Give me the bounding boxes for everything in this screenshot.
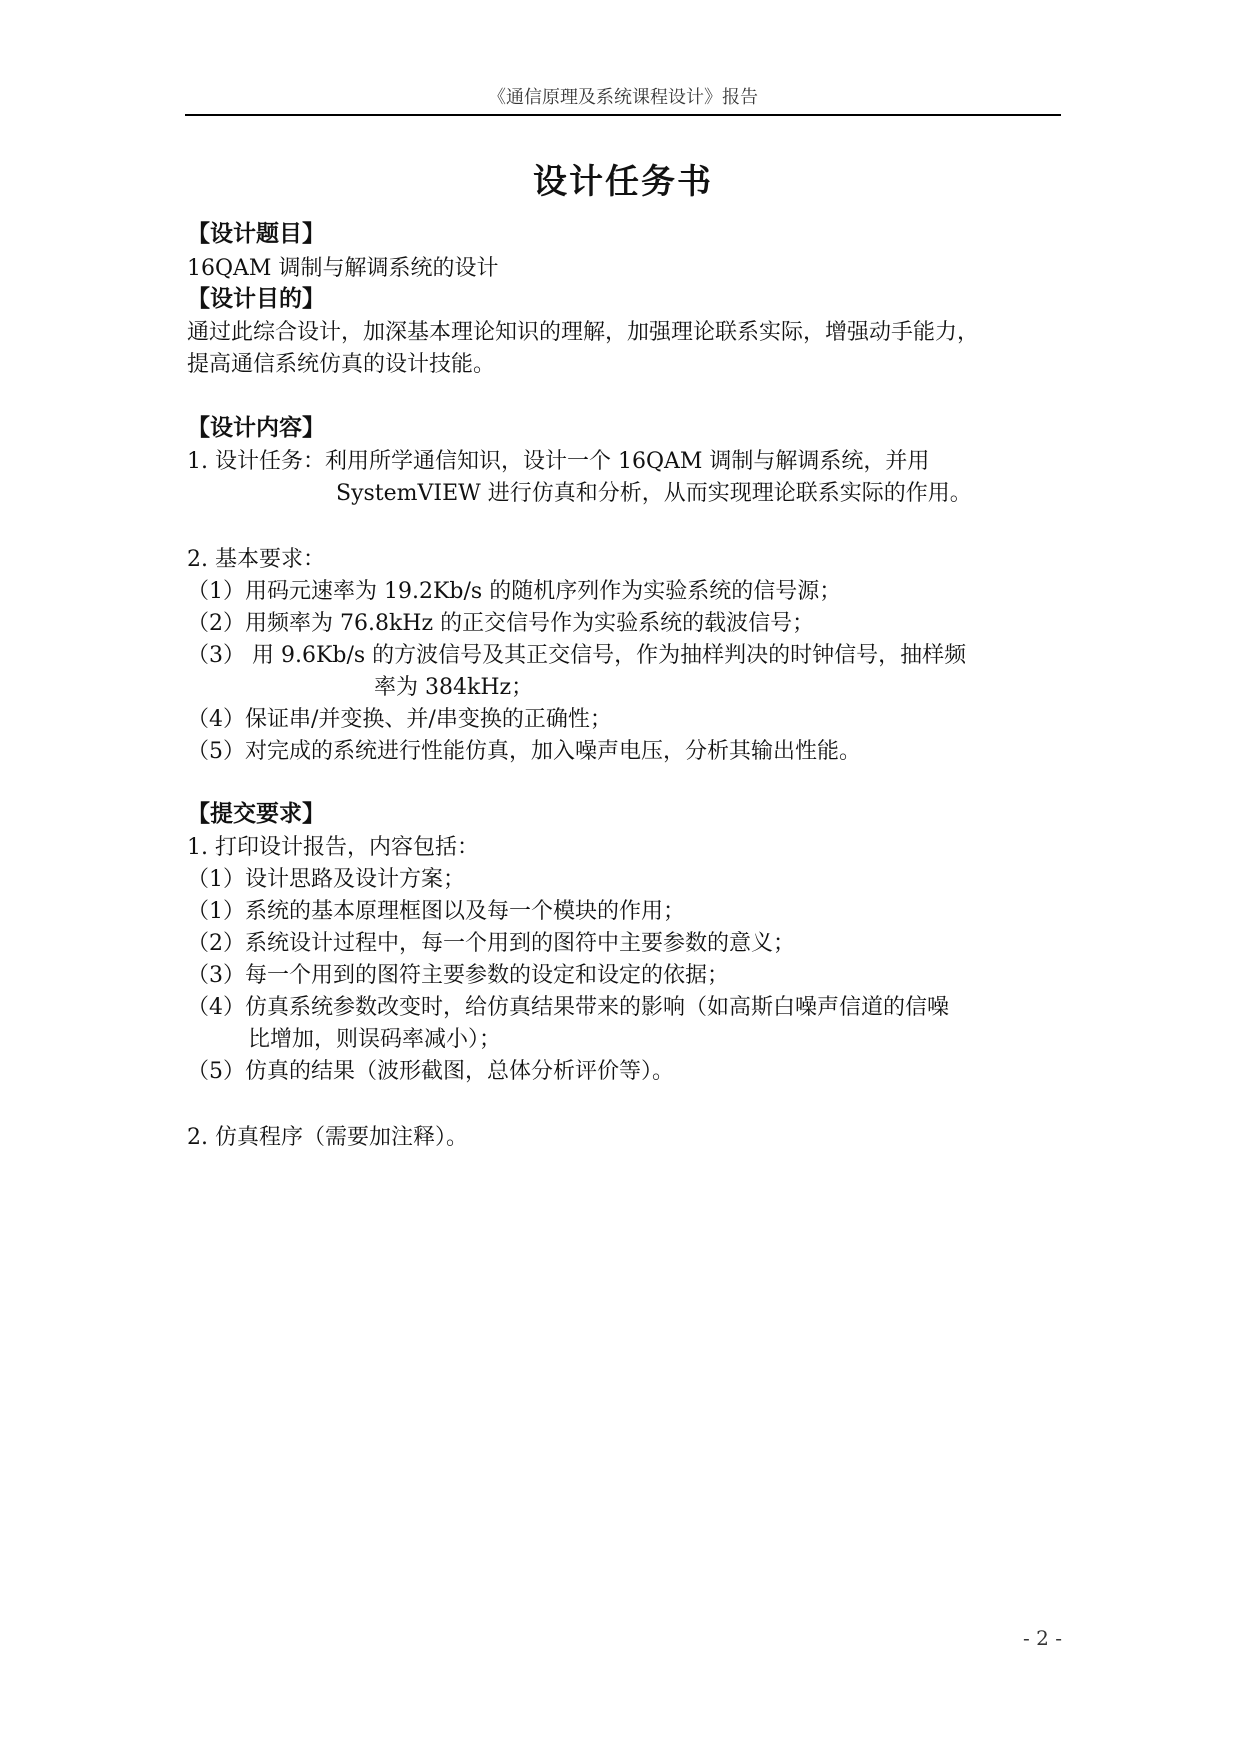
document-title: 设计任务书: [533, 162, 713, 202]
requirement-4: （4）保证串/并变换、并/串变换的正确性；: [187, 707, 612, 732]
requirement-1: （1）用码元速率为 19.2Kb/s 的随机序列作为实验系统的信号源；: [187, 579, 842, 604]
purpose-line-2: 提高通信系统仿真的设计技能。: [187, 352, 496, 377]
requirement-2: （2）用频率为 76.8kHz 的正交信号作为实验系统的载波信号；: [187, 611, 815, 636]
section-heading-content: 【设计内容】: [187, 415, 325, 441]
submission-subitem-5-line-1: （4）仿真系统参数改变时，给仿真结果带来的影响（如高斯白噪声信道的信噪: [187, 995, 949, 1020]
basic-requirements-title: 2. 基本要求：: [187, 547, 325, 572]
purpose-line-1: 通过此综合设计，加深基本理论知识的理解，加强理论联系实际，增强动手能力，: [187, 320, 980, 345]
topic-text: 16QAM 调制与解调系统的设计: [187, 256, 499, 281]
submission-subitem-3: （2）系统设计过程中，每一个用到的图符中主要参数的意义；: [187, 931, 795, 956]
page-header-title: 《通信原理及系统课程设计》报告: [488, 87, 758, 108]
section-heading-purpose: 【设计目的】: [187, 286, 325, 312]
submission-item-1-title: 1. 打印设计报告，内容包括：: [187, 835, 479, 860]
requirement-5: （5）对完成的系统进行性能仿真，加入噪声电压，分析其输出性能。: [187, 739, 861, 764]
requirement-3-line-2: 率为 384kHz；: [374, 675, 534, 700]
submission-subitem-2: （1）系统的基本原理框图以及每一个模块的作用；: [187, 899, 685, 924]
submission-subitem-5-line-2: 比增加，则误码率减小）；: [248, 1027, 502, 1052]
header-divider: [185, 114, 1061, 116]
section-heading-submission: 【提交要求】: [187, 801, 325, 827]
submission-item-2: 2. 仿真程序（需要加注释）。: [187, 1125, 468, 1150]
design-task-line-2: SystemVIEW 进行仿真和分析，从而实现理论联系实际的作用。: [336, 481, 972, 506]
page-number: - 2 -: [1023, 1626, 1062, 1650]
submission-subitem-1: （1）设计思路及设计方案；: [187, 867, 465, 892]
submission-subitem-4: （3）每一个用到的图符主要参数的设定和设定的依据；: [187, 963, 729, 988]
section-heading-topic: 【设计题目】: [187, 221, 325, 247]
design-task-line-1: 1. 设计任务：利用所学通信知识，设计一个 16QAM 调制与解调系统，并用: [187, 449, 930, 474]
requirement-3-line-1: （3） 用 9.6Kb/s 的方波信号及其正交信号，作为抽样判决的时钟信号，抽样频: [187, 643, 967, 668]
submission-subitem-6: （5）仿真的结果（波形截图，总体分析评价等）。: [187, 1059, 674, 1084]
